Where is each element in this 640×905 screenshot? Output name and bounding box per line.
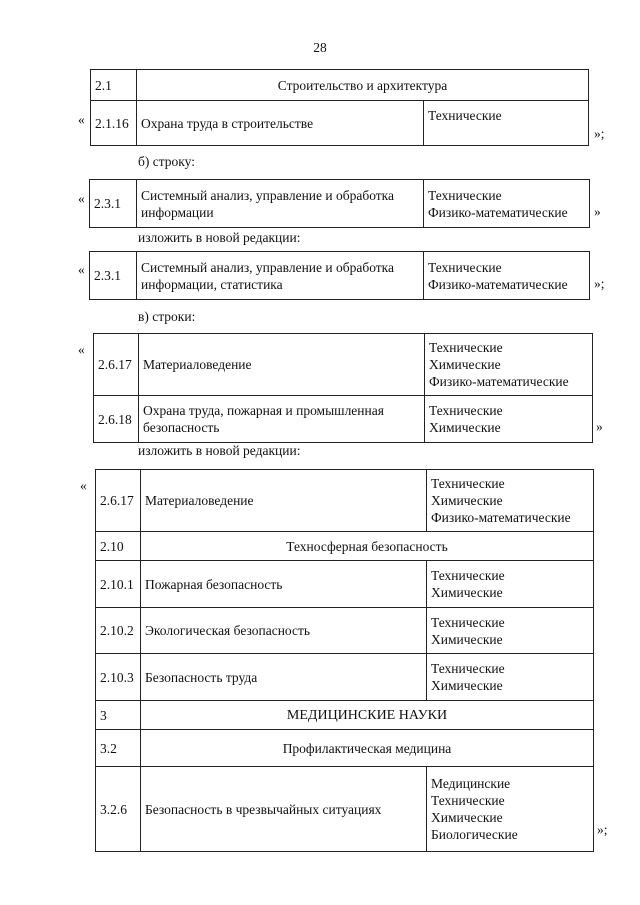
specialty-name [139,334,425,396]
note-replace-1: изложить в новой редакции: [138,230,301,245]
disciplines [424,252,590,300]
discipline: Технические [428,259,502,275]
name-line: безопасность [143,420,220,435]
discipline: Технические [428,187,502,203]
disciplines [424,101,589,146]
specialty-name [139,396,425,443]
table-3 [89,251,590,300]
discipline: Технические [428,108,502,123]
specialty-code: 3.2.6 [96,767,141,852]
specialty-code: 2.3.1 [90,180,137,228]
discipline: Технические [429,403,503,418]
specialty-code: 2.6.17 [96,470,141,532]
section-title: МЕДИЦИНСКИЕ НАУКИ [141,701,594,730]
discipline: Технические [431,568,505,583]
table-row [96,532,594,561]
note-replace-2: изложить в новой редакции: [138,443,301,458]
discipline: Химические [431,631,503,647]
section-title: Профилактическая медицина [141,730,594,767]
specialty-name [137,252,424,300]
table-row [96,701,594,730]
table-row [96,730,594,767]
table-row [94,396,593,443]
discipline: Технические [431,476,505,491]
section-title: Строительство и архитектура [137,70,589,101]
specialty-code: 2.3.1 [90,252,137,300]
open-quote: « [78,342,85,357]
disciplines [427,767,594,852]
specialty-code: 2.1.16 [91,101,137,146]
table-2 [89,179,590,228]
name-line: Охрана труда, пожарная и промышленная [143,403,384,418]
name-line: информации [141,204,214,220]
table-5 [95,469,594,852]
disciplines [425,396,593,443]
discipline: Технические [431,661,505,676]
section-title: Техносферная безопасность [141,532,594,561]
table-row [96,470,594,532]
open-quote: « [78,191,85,206]
disciplines [427,608,594,654]
table-row [96,654,594,701]
specialty-name: Материаловедение [141,470,427,532]
disciplines [427,654,594,701]
specialty-code: 2.10.3 [96,654,141,701]
open-quote: « [78,112,85,127]
discipline: Физико-математические [428,204,568,220]
discipline: Технические [431,614,505,630]
specialty-name: Охрана труда в строительстве [137,101,424,146]
table-row [94,334,593,396]
specialty-code: 2.6.17 [94,334,139,396]
table-row [96,608,594,654]
discipline: Химические [429,357,501,372]
open-quote: « [78,262,85,277]
page-number: 28 [313,40,327,55]
name-line: Системный анализ, управление и обработка [141,259,395,275]
disciplines [424,180,590,228]
table-row [90,180,590,228]
close-quote: »; [594,276,605,291]
specialty-name: Безопасность труда [141,654,427,701]
discipline: Медицинские [431,776,511,791]
close-quote: »; [594,126,605,141]
discipline: Физико-математические [429,374,569,389]
disciplines [427,561,594,608]
discipline: Биологические [431,827,518,842]
section-code: 3 [96,701,141,730]
discipline: Химические [431,585,503,600]
disciplines [425,334,593,396]
table-row [91,70,589,101]
section-code: 3.2 [96,730,141,767]
discipline: Физико-математические [428,276,568,292]
table-row [96,561,594,608]
specialty-name: Безопасность в чрезвычайных ситуациях [141,767,427,852]
close-quote: » [594,204,601,219]
specialty-code: 2.10.1 [96,561,141,608]
discipline: Химические [429,420,501,435]
name-line: Системный анализ, управление и обработка [141,187,395,203]
disciplines [427,470,594,532]
note-b: б) строку: [138,154,195,169]
close-quote: » [596,419,603,434]
name-line: информации, статистика [141,276,283,292]
table-row [96,767,594,852]
discipline: Химические [431,678,503,693]
open-quote: « [80,478,87,493]
discipline: Технические [431,793,505,808]
table-row [90,252,590,300]
name-line: Материаловедение [143,357,252,372]
close-quote: »; [597,822,608,837]
section-code: 2.10 [96,532,141,561]
specialty-code: 2.10.2 [96,608,141,654]
specialty-name [137,180,424,228]
discipline: Физико-математические [431,510,571,525]
section-code: 2.1 [91,70,137,101]
discipline: Химические [431,810,503,825]
note-v: в) строки: [138,309,196,324]
specialty-name: Экологическая безопасность [141,608,427,654]
specialty-name: Пожарная безопасность [141,561,427,608]
table-4 [93,333,593,443]
table-1 [90,69,589,146]
specialty-code: 2.6.18 [94,396,139,443]
discipline: Технические [429,340,503,355]
discipline: Химические [431,493,503,508]
table-row [91,101,589,146]
